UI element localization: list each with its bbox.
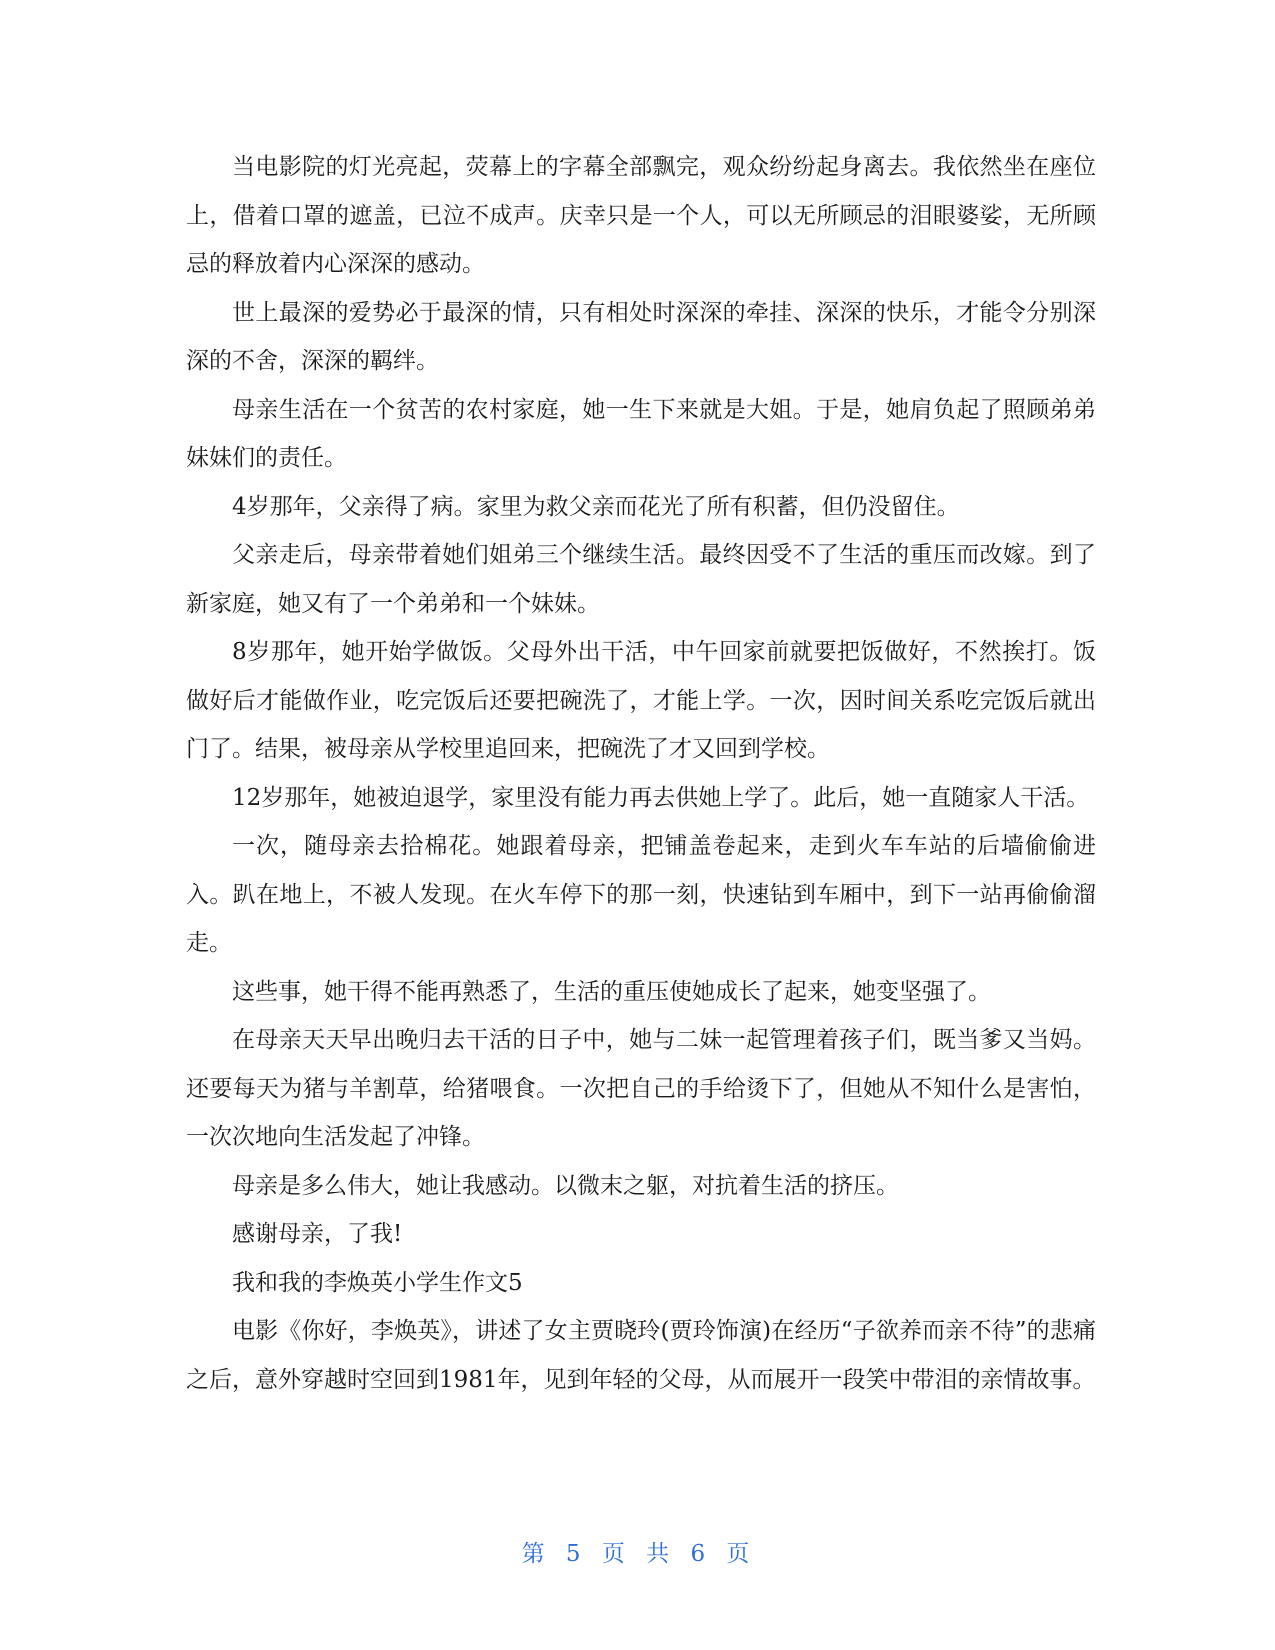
paragraph: 当电影院的灯光亮起，荧幕上的字幕全部飘完，观众纷纷起身离去。我依然坐在座位上，借着口罩的遮盖，已泣不成声。庆幸只是一个人，可以无所顾忌的泪眼婆娑，无所顾忌的释放着内心深深的感动。 xyxy=(186,154,1096,277)
paragraph: 父亲走后，母亲带着她们姐弟三个继续生活。最终因受不了生活的重压而改嫁。到了新家庭，她又有了一个弟弟和一个妹妹。 xyxy=(186,542,1096,617)
paragraph: 一次，随母亲去拾棉花。她跟着母亲，把铺盖卷起来，走到火车车站的后墙偷偷进入。趴在地上，不被人发现。在火车停下的那一刻，快速钻到车厢中，到下一站再偷偷溜走。 xyxy=(186,833,1096,956)
paragraph: 母亲生活在一个贫苦的农村家庭，她一生下来就是大姐。于是，她肩负起了照顾弟弟妹妹们的责任。 xyxy=(186,396,1096,471)
section-heading: 我和我的李焕英小学生作文5 xyxy=(232,1269,523,1296)
document-body xyxy=(186,143,1096,1404)
paragraph: 8岁那年，她开始学做饭。父母外出干活，中午回家前就要把饭做好，不然挨打。饭做好后才能做作业，吃完饭后还要把碗洗了，才能上学。一次，因时间关系吃完饭后就出门了。结果，被母亲从学校里追回来，把碗洗了才又回到学校。 xyxy=(186,639,1096,762)
paragraph: 4岁那年，父亲得了病。家里为救父亲而花光了所有积蓄，但仍没留住。 xyxy=(232,493,960,520)
page-number-footer: 第 5 页 共 6 页 xyxy=(521,1541,754,1567)
paragraph: 在母亲天天早出晚归去干活的日子中，她与二妹一起管理着孩子们，既当爹又当妈。还要每天为猪与羊割草，给猪喂食。一次把自己的手给烫下了，但她从不知什么是害怕，一次次地向生活发起了冲锋。 xyxy=(186,1027,1096,1150)
paragraph: 这些事，她干得不能再熟悉了，生活的重压使她成长了起来，她变坚强了。 xyxy=(232,978,991,1005)
paragraph: 电影《你好，李焕英》，讲述了女主贾晓玲(贾玲饰演)在经历“子欲养而亲不待”的悲痛之后，意外穿越时空回到1981年，见到年轻的父母，从而展开一段笑中带泪的亲情故事。 xyxy=(186,1318,1096,1393)
paragraph: 感谢母亲，了我! xyxy=(232,1221,403,1247)
paragraph: 12岁那年，她被迫退学，家里没有能力再去供她上学了。此后，她一直随家人干活。 xyxy=(232,784,1090,811)
paragraph: 世上最深的爱势必于最深的情，只有相处时深深的牵挂、深深的快乐，才能令分别深深的不舍，深深的羁绊。 xyxy=(186,299,1096,374)
paragraph: 母亲是多么伟大，她让我感动。以微末之躯，对抗着生活的挤压。 xyxy=(232,1172,899,1199)
